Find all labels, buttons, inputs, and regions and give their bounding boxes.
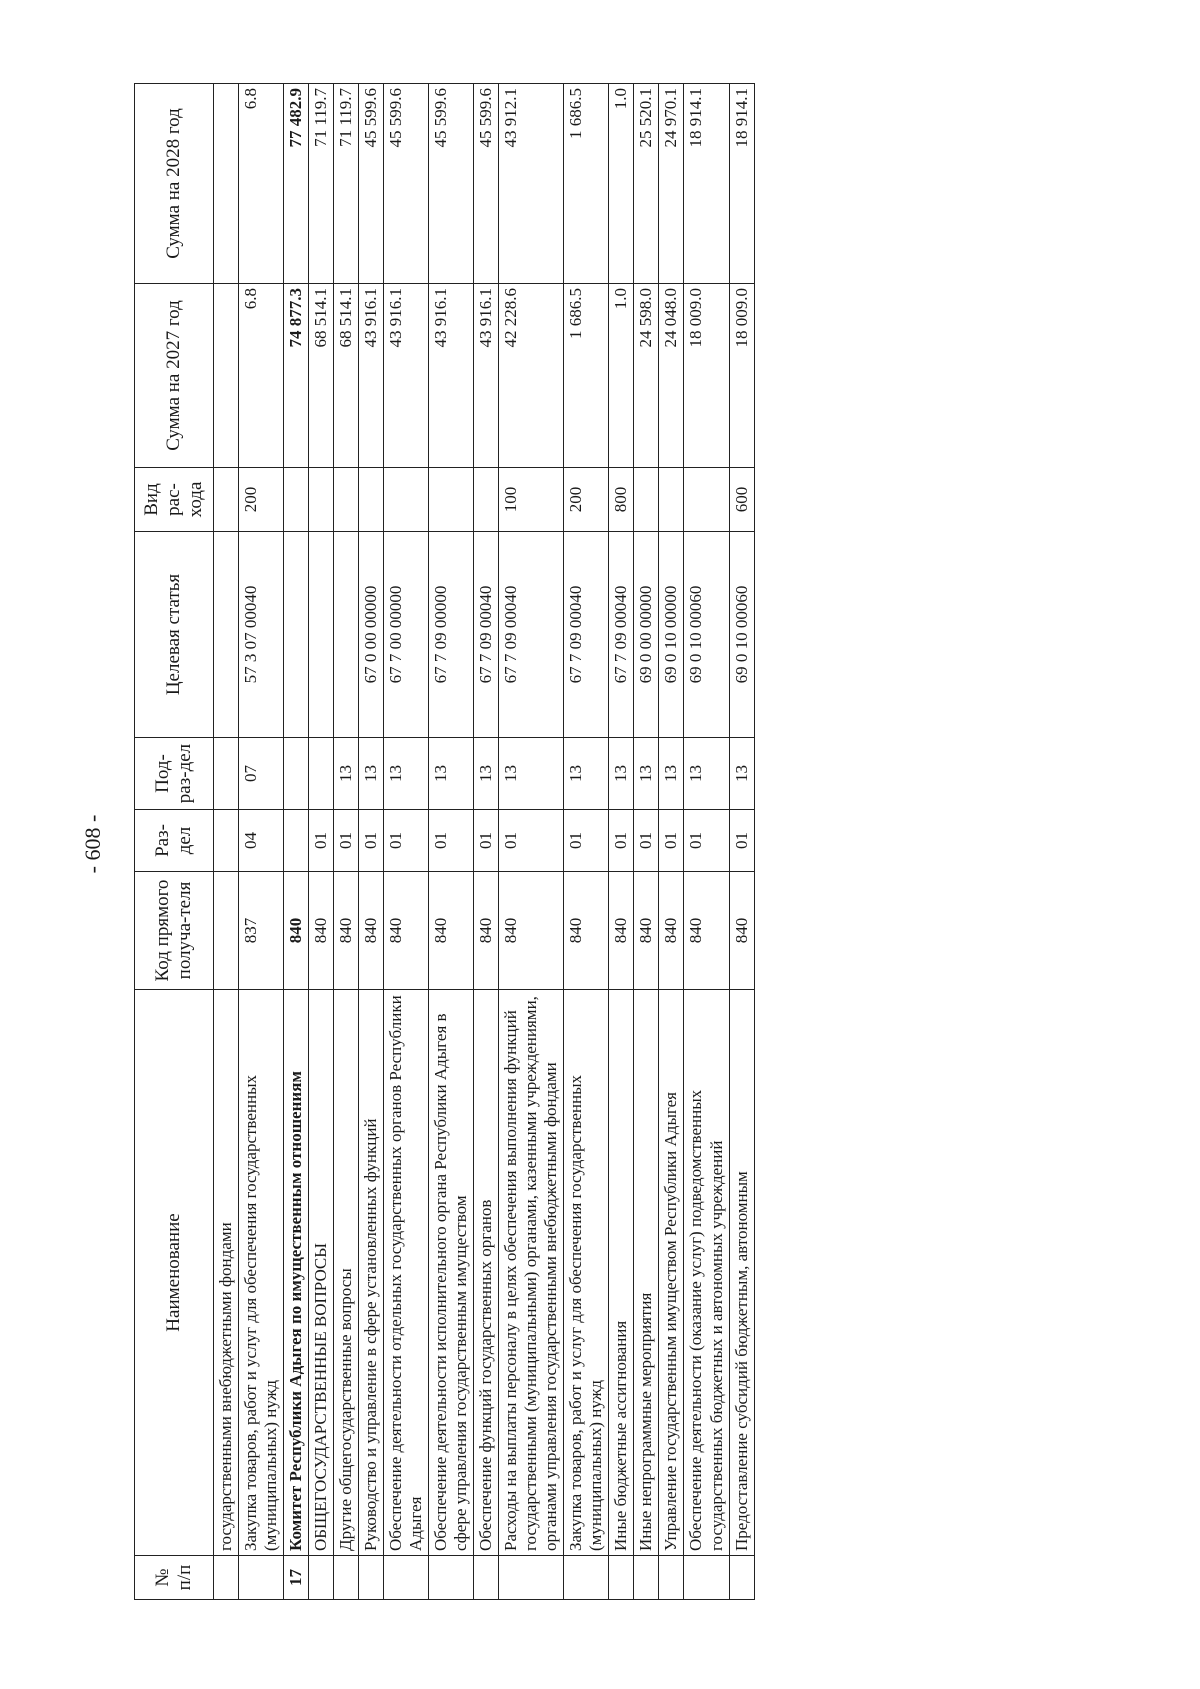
- row-sum-2027: 1 686.5: [564, 284, 609, 468]
- table-row: [564, 84, 609, 1600]
- row-sum-2027: 24 048.0: [659, 284, 684, 468]
- row-number: [659, 1556, 684, 1600]
- row-podrazdel: 13: [609, 738, 634, 810]
- row-name: Обеспечение деятельности отдельных государственных органов Республики Адыгея: [383, 990, 428, 1556]
- table-row: [283, 84, 308, 1600]
- table-row: [358, 84, 383, 1600]
- row-expense-type: [213, 468, 238, 532]
- row-sum-2028: 45 599.6: [383, 84, 428, 284]
- row-podrazdel: 13: [564, 738, 609, 810]
- row-podrazdel: 13: [659, 738, 684, 810]
- row-podrazdel: 13: [383, 738, 428, 810]
- row-target-article: 57 3 07 00040: [238, 532, 283, 738]
- row-recipient-code: 840: [428, 872, 473, 990]
- row-name: Иные бюджетные ассигнования: [609, 990, 634, 1556]
- row-sum-2028: 45 599.6: [428, 84, 473, 284]
- row-number: [238, 1556, 283, 1600]
- row-razdel: 01: [564, 810, 609, 872]
- row-recipient-code: 840: [308, 872, 333, 990]
- row-sum-2027: 42 228.6: [499, 284, 564, 468]
- row-target-article: [308, 532, 333, 738]
- row-recipient-code: 840: [383, 872, 428, 990]
- row-name: ОБЩЕГОСУДАРСТВЕННЫЕ ВОПРОСЫ: [308, 990, 333, 1556]
- table-row: [729, 84, 754, 1600]
- row-recipient-code: 840: [564, 872, 609, 990]
- header-name: Наименование: [135, 990, 214, 1556]
- row-podrazdel: [283, 738, 308, 810]
- row-sum-2027: 43 916.1: [383, 284, 428, 468]
- row-target-article: 67 7 09 00040: [474, 532, 499, 738]
- table-row: [684, 84, 729, 1600]
- row-sum-2027: 6.8: [238, 284, 283, 468]
- row-razdel: 01: [684, 810, 729, 872]
- row-sum-2027: 68 514.1: [333, 284, 358, 468]
- row-sum-2027: 74 877.3: [283, 284, 308, 468]
- row-razdel: 01: [333, 810, 358, 872]
- row-number: [358, 1556, 383, 1600]
- row-razdel: [283, 810, 308, 872]
- row-number: [333, 1556, 358, 1600]
- row-recipient-code: 840: [358, 872, 383, 990]
- row-expense-type: [428, 468, 473, 532]
- header-sum-2027: Сумма на 2027 год: [135, 284, 214, 468]
- row-number: [499, 1556, 564, 1600]
- row-razdel: 01: [634, 810, 659, 872]
- table-row: [333, 84, 358, 1600]
- row-sum-2028: 1.0: [609, 84, 634, 284]
- row-recipient-code: 840: [474, 872, 499, 990]
- row-target-article: 67 7 09 00040: [609, 532, 634, 738]
- header-target-article: Целевая статья: [135, 532, 214, 738]
- table-row: [499, 84, 564, 1600]
- row-podrazdel: 13: [358, 738, 383, 810]
- table-row: [609, 84, 634, 1600]
- document-page: [60, 64, 1140, 1624]
- row-target-article: 69 0 10 00000: [659, 532, 684, 738]
- row-podrazdel: 07: [238, 738, 283, 810]
- row-podrazdel: [308, 738, 333, 810]
- row-sum-2028: 71 119.7: [308, 84, 333, 284]
- row-sum-2027: 68 514.1: [308, 284, 333, 468]
- row-sum-2028: 18 914.1: [729, 84, 754, 284]
- row-recipient-code: 837: [238, 872, 283, 990]
- row-name: Комитет Республики Адыгея по имущественным отношениям: [283, 990, 308, 1556]
- row-podrazdel: 13: [333, 738, 358, 810]
- row-expense-type: [333, 468, 358, 532]
- row-name: Расходы на выплаты персоналу в целях обеспечения выполнения функций государственными (муниципальными) органами, казенными учреждениями, органами управления государственными внебюджетными фондами: [499, 990, 564, 1556]
- row-expense-type: [634, 468, 659, 532]
- header-sum-2028: Сумма на 2028 год: [135, 84, 214, 284]
- row-sum-2028: 1 686.5: [564, 84, 609, 284]
- row-razdel: 01: [358, 810, 383, 872]
- row-number: [474, 1556, 499, 1600]
- row-target-article: 69 0 10 00060: [684, 532, 729, 738]
- row-target-article: 67 7 09 00000: [428, 532, 473, 738]
- row-number: [383, 1556, 428, 1600]
- row-sum-2027: [213, 284, 238, 468]
- row-name: Закупка товаров, работ и услуг для обеспечения государственных (муниципальных) нужд: [564, 990, 609, 1556]
- row-sum-2027: 24 598.0: [634, 284, 659, 468]
- table-row: [474, 84, 499, 1600]
- row-recipient-code: 840: [499, 872, 564, 990]
- row-name: Управление государственным имуществом Республики Адыгея: [659, 990, 684, 1556]
- table-row: [383, 84, 428, 1600]
- row-target-article: 67 7 00 00000: [383, 532, 428, 738]
- row-name: государственными внебюджетными фондами: [213, 990, 238, 1556]
- row-podrazdel: 13: [428, 738, 473, 810]
- row-podrazdel: 13: [634, 738, 659, 810]
- row-target-article: [213, 532, 238, 738]
- row-number: [308, 1556, 333, 1600]
- row-sum-2027: 43 916.1: [474, 284, 499, 468]
- header-expense-type: Вид рас-хода: [135, 468, 214, 532]
- row-name: Обеспечение деятельности (оказание услуг) подведомственных государственных бюджетных и автономных учреждений: [684, 990, 729, 1556]
- row-recipient-code: [213, 872, 238, 990]
- row-razdel: 01: [474, 810, 499, 872]
- row-recipient-code: 840: [659, 872, 684, 990]
- row-sum-2028: 24 970.1: [659, 84, 684, 284]
- row-expense-type: 200: [238, 468, 283, 532]
- row-expense-type: [383, 468, 428, 532]
- row-sum-2028: [213, 84, 238, 284]
- header-podrazdel: Под-раз-дел: [135, 738, 214, 810]
- row-number: [684, 1556, 729, 1600]
- row-razdel: 04: [238, 810, 283, 872]
- row-sum-2027: 18 009.0: [684, 284, 729, 468]
- row-sum-2027: 43 916.1: [428, 284, 473, 468]
- table-row: [659, 84, 684, 1600]
- row-expense-type: [308, 468, 333, 532]
- row-expense-type: 200: [564, 468, 609, 532]
- table-header-row: [135, 84, 214, 1600]
- budget-table: [134, 83, 755, 1600]
- row-sum-2028: 18 914.1: [684, 84, 729, 284]
- row-number: 17: [283, 1556, 308, 1600]
- row-podrazdel: 13: [499, 738, 564, 810]
- row-sum-2027: 18 009.0: [729, 284, 754, 468]
- row-name: Закупка товаров, работ и услуг для обеспечения государственных (муниципальных) нужд: [238, 990, 283, 1556]
- row-recipient-code: 840: [729, 872, 754, 990]
- row-target-article: 67 7 09 00040: [564, 532, 609, 738]
- row-number: [428, 1556, 473, 1600]
- table-row: [238, 84, 283, 1600]
- row-razdel: 01: [383, 810, 428, 872]
- row-recipient-code: 840: [609, 872, 634, 990]
- row-expense-type: [684, 468, 729, 532]
- row-podrazdel: 13: [474, 738, 499, 810]
- row-sum-2028: 25 520.1: [634, 84, 659, 284]
- row-sum-2028: 45 599.6: [474, 84, 499, 284]
- table-row: [308, 84, 333, 1600]
- table-row: [634, 84, 659, 1600]
- page-number: - 608 -: [80, 814, 105, 874]
- row-recipient-code: 840: [684, 872, 729, 990]
- row-podrazdel: [213, 738, 238, 810]
- row-recipient-code: 840: [283, 872, 308, 990]
- row-expense-type: [474, 468, 499, 532]
- row-razdel: 01: [659, 810, 684, 872]
- row-razdel: 01: [609, 810, 634, 872]
- row-target-article: [283, 532, 308, 738]
- row-expense-type: [659, 468, 684, 532]
- row-number: [729, 1556, 754, 1600]
- row-sum-2028: 77 482.9: [283, 84, 308, 284]
- row-recipient-code: 840: [333, 872, 358, 990]
- table-row: [428, 84, 473, 1600]
- row-name: Обеспечение функций государственных органов: [474, 990, 499, 1556]
- row-expense-type: 600: [729, 468, 754, 532]
- table-body: [213, 84, 754, 1600]
- row-razdel: 01: [428, 810, 473, 872]
- row-recipient-code: 840: [634, 872, 659, 990]
- row-name: Предоставление субсидий бюджетным, автономным: [729, 990, 754, 1556]
- row-name: Иные непрограммные мероприятия: [634, 990, 659, 1556]
- row-target-article: 67 0 00 00000: [358, 532, 383, 738]
- row-sum-2028: 6.8: [238, 84, 283, 284]
- row-target-article: 69 0 00 00000: [634, 532, 659, 738]
- row-podrazdel: 13: [684, 738, 729, 810]
- header-no: № п/п: [135, 1556, 214, 1600]
- row-razdel: 01: [729, 810, 754, 872]
- row-sum-2027: 1.0: [609, 284, 634, 468]
- row-expense-type: 100: [499, 468, 564, 532]
- row-target-article: 69 0 10 00060: [729, 532, 754, 738]
- row-expense-type: 800: [609, 468, 634, 532]
- row-razdel: 01: [499, 810, 564, 872]
- row-sum-2028: 45 599.6: [358, 84, 383, 284]
- row-number: [634, 1556, 659, 1600]
- row-number: [609, 1556, 634, 1600]
- row-number: [564, 1556, 609, 1600]
- row-target-article: 67 7 09 00040: [499, 532, 564, 738]
- row-sum-2028: 43 912.1: [499, 84, 564, 284]
- row-razdel: 01: [308, 810, 333, 872]
- table-row: [213, 84, 238, 1600]
- row-name: Руководство и управление в сфере установленных функций: [358, 990, 383, 1556]
- row-number: [213, 1556, 238, 1600]
- header-razdel: Раз-дел: [135, 810, 214, 872]
- row-razdel: [213, 810, 238, 872]
- header-code: Код прямого получа-теля: [135, 872, 214, 990]
- row-name: Другие общегосударственные вопросы: [333, 990, 358, 1556]
- row-podrazdel: 13: [729, 738, 754, 810]
- row-expense-type: [358, 468, 383, 532]
- row-sum-2028: 71 119.7: [333, 84, 358, 284]
- row-sum-2027: 43 916.1: [358, 284, 383, 468]
- row-name: Обеспечение деятельности исполнительного органа Республики Адыгея в сфере управления государственным имуществом: [428, 990, 473, 1556]
- row-expense-type: [283, 468, 308, 532]
- row-target-article: [333, 532, 358, 738]
